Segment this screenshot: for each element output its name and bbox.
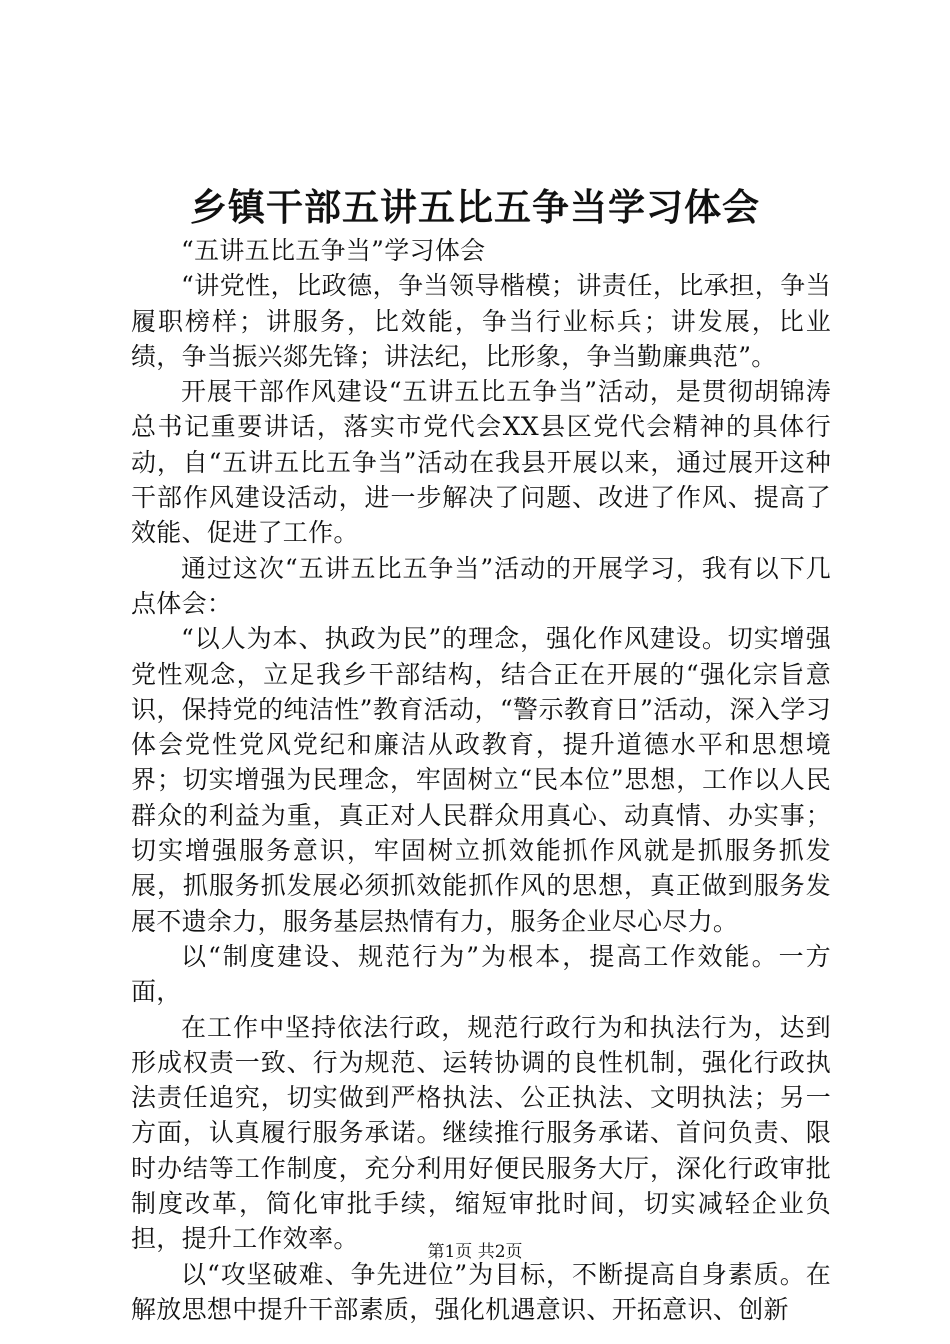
paragraph-point-2: 以“制度建设、规范行为”为根本，提高工作效能。一方面， <box>131 941 831 1007</box>
page-number: 第1页 共2页 <box>427 1242 523 1262</box>
paragraph-subtitle: “五讲五比五争当”学习体会 <box>181 236 486 265</box>
paragraph-point-1: “以人为本、执政为民”的理念，强化作风建设。切实增强党性观念，立足我乡干部结构，结合正在开展的“强化宗旨意识，保持党的纯洁性”教育活动，“警示教育日”活动，深入学习体会党性党风党纪和廉洁从政教育，提升道德水平和思想境界；切实增强为民理念，牢固树立“民本位”思想，工作以人民群众的利益为重，真正对人民群众用真心、动真情、办实事；切实增强服务意识，牢固树立抓效能抓作风就是抓服务抓发展，抓服务抓发展必须抓效能抓作风的思想，真正做到服务发展不遗余力，服务基层热情有力，服务企业尽心尽力。 <box>131 624 831 936</box>
paragraph-intro: 通过这次“五讲五比五争当”活动的开展学习，我有以下几点体会： <box>131 553 831 618</box>
paragraph-point-3: 以“攻坚破难、争先进位”为目标，不断提高自身素质。在解放思想中提升干部素质，强化机遇意识、开拓意识、创新 <box>131 1259 831 1324</box>
document-body <box>131 233 831 1327</box>
paragraph-point-2-detail: 在工作中坚持依法行政，规范行政行为和执法行为，达到形成权责一致、行为规范、运转协调的良性机制，强化行政执法责任追究，切实做到严格执法、公正执法、文明执法；另一方面，认真履行服务承诺。继续推行服务承诺、首问负责、限时办结等工作制度，充分利用好便民服务大厅，深化行政审批制度改革，简化审批手续，缩短审批时间，切实减轻企业负担，提升工作效率。 <box>131 1012 831 1254</box>
paragraph-background: 开展干部作风建设“五讲五比五争当”活动，是贯彻胡锦涛总书记重要讲话，落实市党代会XX县区党代会精神的具体行动，自“五讲五比五争当”活动在我县开展以来，通过展开这种干部作风建设活动，进一步解决了问题、改进了作风、提高了效能、促进了工作。 <box>131 377 831 548</box>
paragraph-slogan: “讲党性，比政德，争当领导楷模；讲责任，比承担，争当履职榜样；讲服务，比效能，争当行业标兵；讲发展，比业绩，争当振兴郯先锋；讲法纪，比形象，争当勤廉典范”。 <box>131 271 831 371</box>
page-title: 乡镇干部五讲五比五争当学习体会 <box>190 186 760 229</box>
